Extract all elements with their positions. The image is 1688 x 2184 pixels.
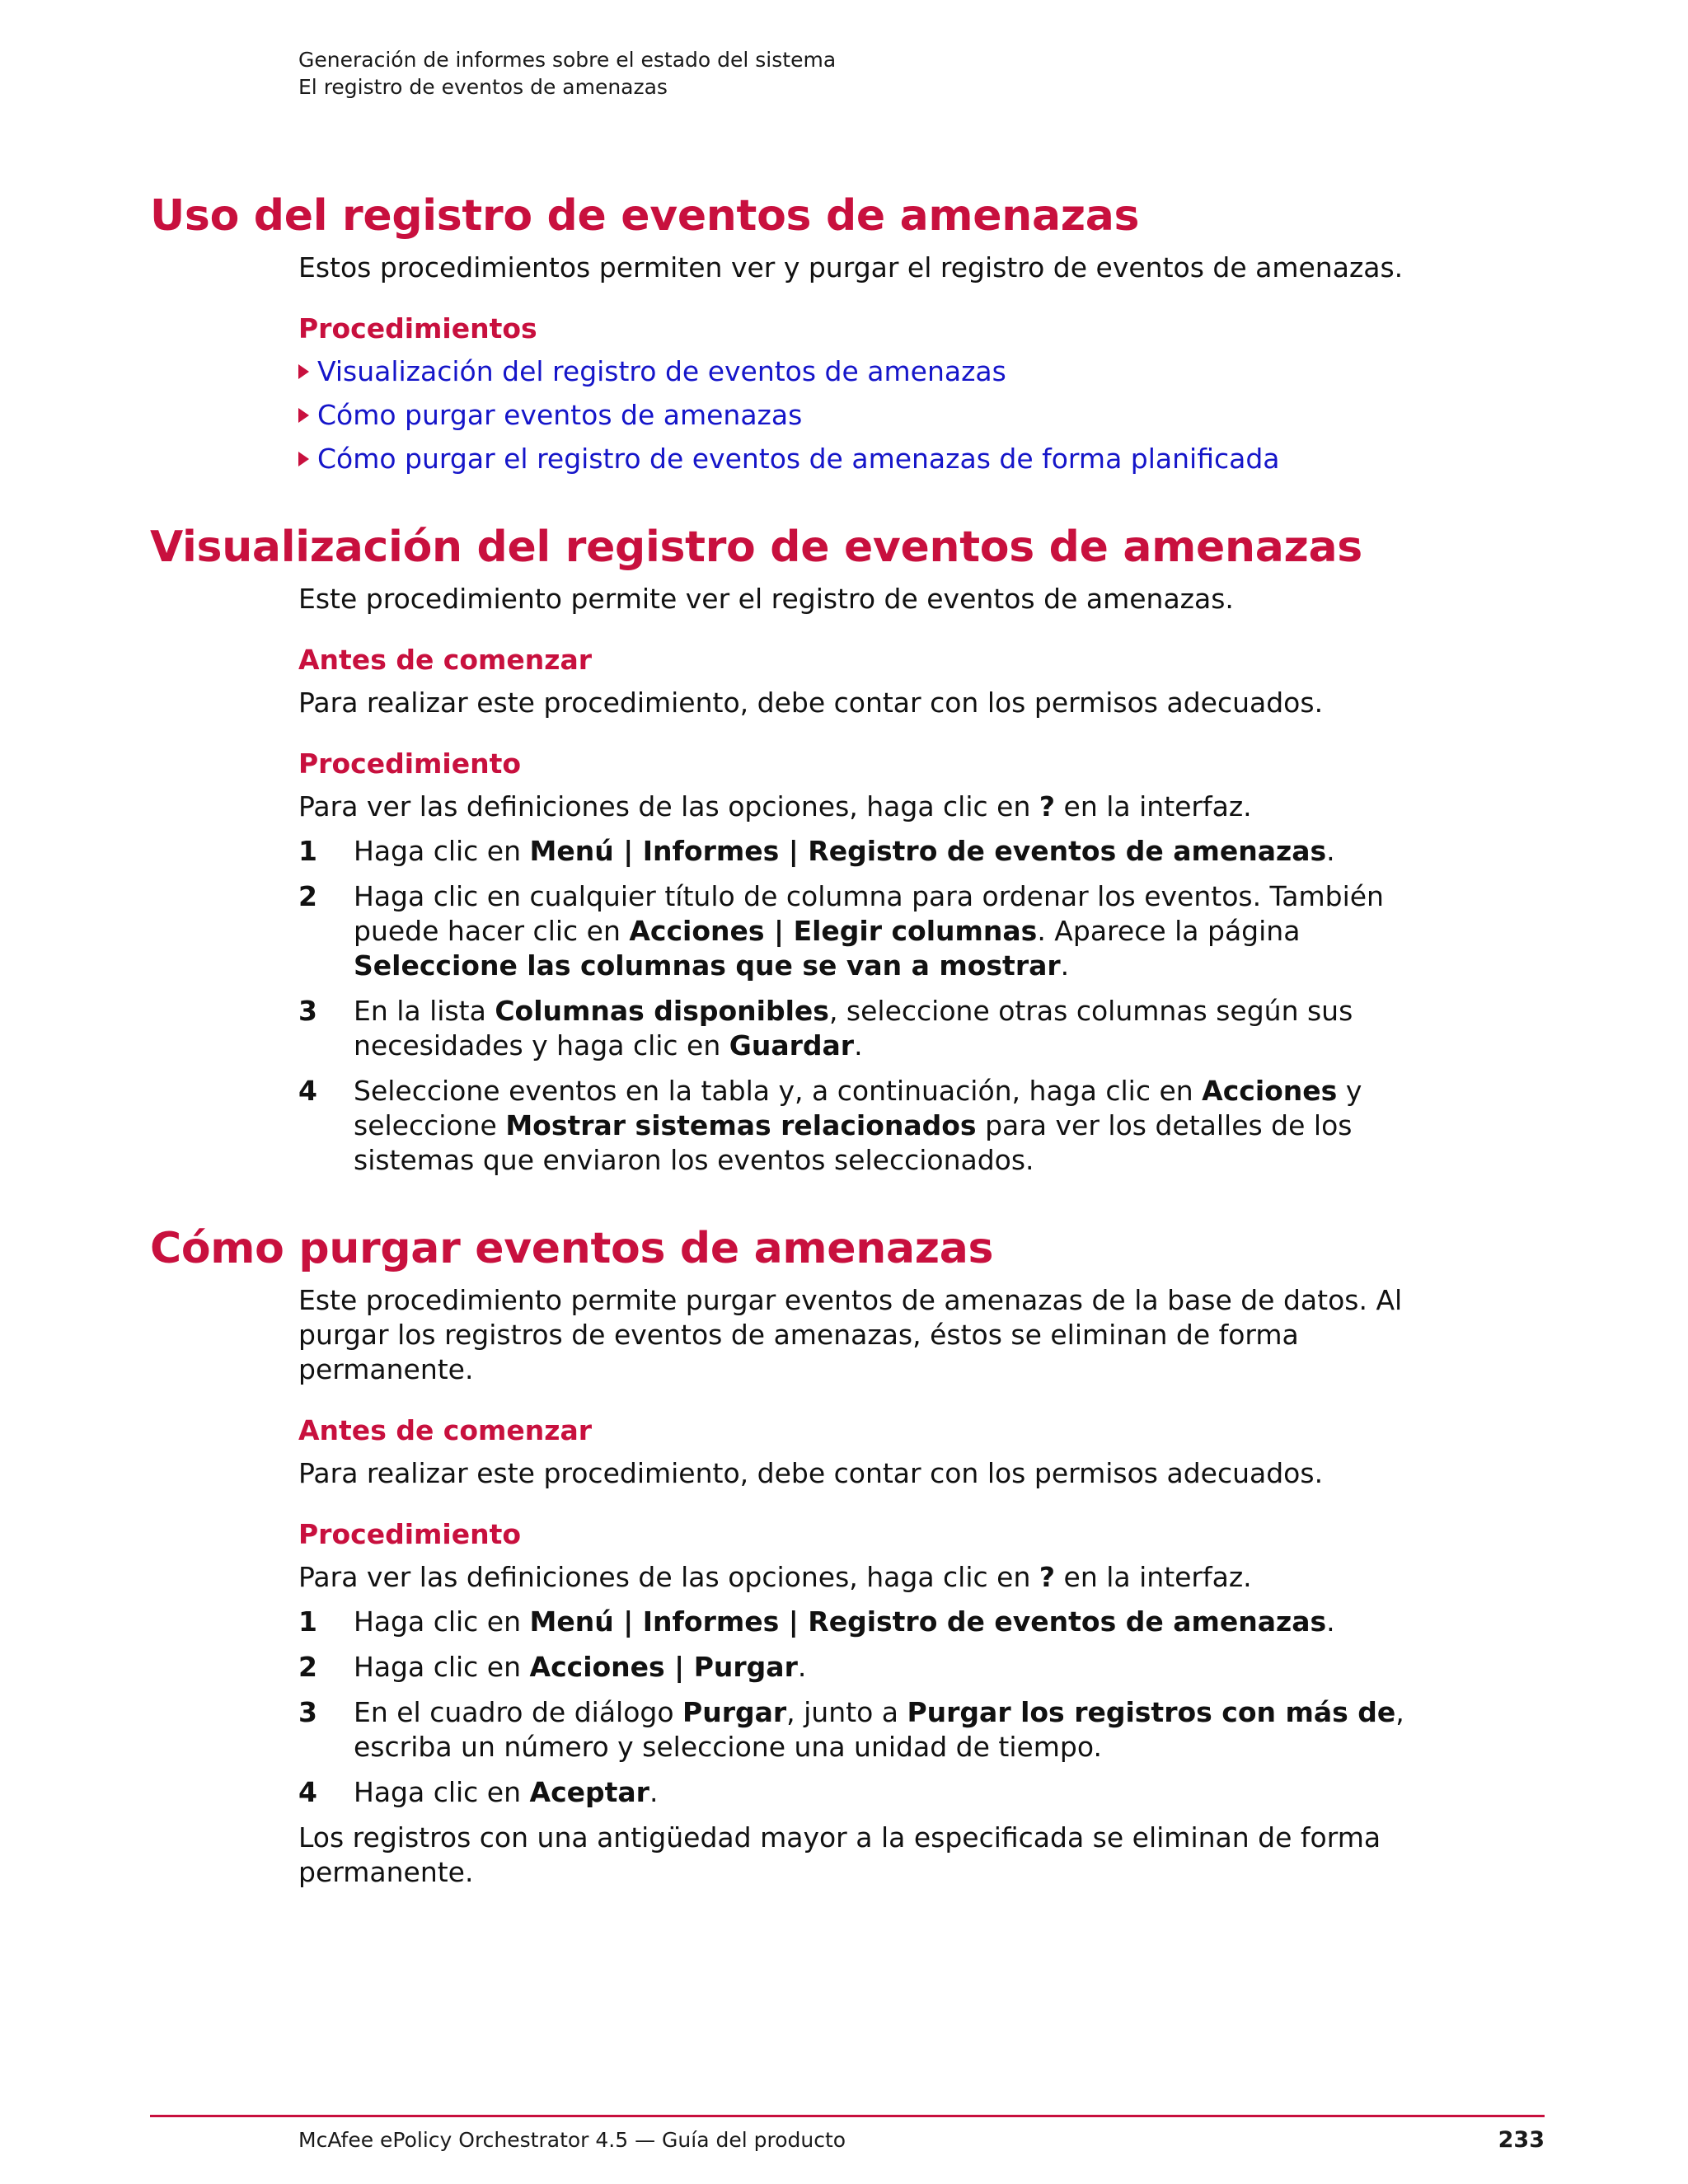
help-symbol: ? bbox=[1039, 790, 1056, 823]
step-text: Haga clic en Menú | Informes | Registro de eventos de amenazas. bbox=[354, 1605, 1335, 1638]
link-visualizacion[interactable] bbox=[298, 354, 1444, 389]
link-purgar-planificada[interactable] bbox=[298, 442, 1444, 476]
section-body bbox=[298, 582, 1444, 1178]
section-title: Uso del registro de eventos de amenazas bbox=[150, 191, 1140, 241]
header-section: El registro de eventos de amenazas bbox=[298, 75, 668, 99]
before-text: Para realizar este procedimiento, debe contar con los permisos adecuados. bbox=[298, 687, 1324, 719]
step-item bbox=[298, 1695, 1444, 1765]
section-title: Visualización del registro de eventos de amenazas bbox=[150, 523, 1362, 572]
step-number: 3 bbox=[298, 1696, 317, 1728]
running-header bbox=[298, 46, 836, 101]
link-text[interactable]: Cómo purgar el registro de eventos de amenazas de forma planificada bbox=[317, 443, 1280, 475]
section-lead: Estos procedimientos permiten ver y purgar el registro de eventos de amenazas. bbox=[298, 251, 1404, 284]
before-heading: Antes de comenzar bbox=[298, 644, 593, 676]
intro-text: Para ver las definiciones de las opciones, haga clic en bbox=[298, 790, 1039, 823]
procedures-heading: Procedimientos bbox=[298, 312, 537, 344]
triangle-bullet-icon bbox=[298, 452, 309, 466]
help-symbol: ? bbox=[1039, 1561, 1056, 1593]
link-text[interactable]: Visualización del registro de eventos de amenazas bbox=[317, 355, 1006, 387]
step-text: Haga clic en Menú | Informes | Registro de eventos de amenazas. bbox=[354, 835, 1335, 867]
step-item bbox=[298, 879, 1444, 983]
step-number: 2 bbox=[298, 880, 317, 912]
link-text[interactable]: Cómo purgar eventos de amenazas bbox=[317, 399, 803, 431]
triangle-bullet-icon bbox=[298, 408, 309, 423]
step-item bbox=[298, 1605, 1444, 1639]
link-purgar-eventos[interactable] bbox=[298, 398, 1444, 433]
procedure-heading: Procedimiento bbox=[298, 748, 522, 780]
step-item bbox=[298, 1650, 1444, 1685]
section-lead: Este procedimiento permite purgar eventos de amenazas de la base de datos. Al purgar los registros de eventos de amenazas, éstos se eliminan de forma permanente. bbox=[298, 1284, 1403, 1385]
intro-text: en la interfaz. bbox=[1055, 1561, 1252, 1593]
footer-title: McAfee ePolicy Orchestrator 4.5 — Guía del producto bbox=[298, 2128, 846, 2152]
step-number: 4 bbox=[298, 1075, 317, 1107]
section-purgar-eventos bbox=[150, 1222, 1551, 1890]
procedure-intro bbox=[298, 790, 1444, 824]
section-body bbox=[298, 251, 1444, 476]
step-text: Haga clic en cualquier título de columna para ordenar los eventos. También puede hacer clic en Acciones | Elegir columnas. Aparece la página Seleccione las columnas que se van a mostrar. bbox=[354, 880, 1384, 982]
step-text: Haga clic en Aceptar. bbox=[354, 1776, 659, 1808]
step-text: En la lista Columnas disponibles, seleccione otras columnas según sus necesidades y haga clic en Guardar. bbox=[354, 995, 1353, 1062]
before-heading: Antes de comenzar bbox=[298, 1414, 593, 1446]
before-text: Para realizar este procedimiento, debe contar con los permisos adecuados. bbox=[298, 1457, 1324, 1489]
procedure-intro bbox=[298, 1560, 1444, 1595]
intro-text: Para ver las definiciones de las opciones, haga clic en bbox=[298, 1561, 1039, 1593]
step-number: 1 bbox=[298, 1605, 317, 1638]
footer-rule bbox=[150, 2115, 1545, 2117]
step-item bbox=[298, 834, 1444, 869]
step-number: 3 bbox=[298, 995, 317, 1027]
page-content bbox=[150, 190, 1551, 1934]
step-number: 2 bbox=[298, 1651, 317, 1683]
step-text: Haga clic en Acciones | Purgar. bbox=[354, 1651, 807, 1683]
section-title: Cómo purgar eventos de amenazas bbox=[150, 1224, 994, 1273]
procedure-steps bbox=[298, 1605, 1444, 1810]
step-item bbox=[298, 994, 1444, 1063]
step-item bbox=[298, 1775, 1444, 1810]
procedure-heading: Procedimiento bbox=[298, 1518, 522, 1550]
step-number: 4 bbox=[298, 1776, 317, 1808]
section-visualizacion bbox=[150, 521, 1551, 1178]
procedures-links bbox=[298, 354, 1444, 476]
closing-text: Los registros con una antigüedad mayor a la especificada se eliminan de forma permanente. bbox=[298, 1821, 1381, 1888]
step-text: En el cuadro de diálogo Purgar, junto a Purgar los registros con más de, escriba un número y seleccione una unidad de tiempo. bbox=[354, 1696, 1404, 1763]
step-number: 1 bbox=[298, 835, 317, 867]
section-body bbox=[298, 1283, 1444, 1890]
step-text: Seleccione eventos en la tabla y, a continuación, haga clic en Acciones y seleccione Mostrar sistemas relacionados para ver los detalles de los sistemas que enviaron los eventos seleccionados. bbox=[354, 1075, 1362, 1176]
header-chapter: Generación de informes sobre el estado del sistema bbox=[298, 48, 837, 72]
section-lead: Este procedimiento permite ver el registro de eventos de amenazas. bbox=[298, 583, 1234, 615]
step-item bbox=[298, 1074, 1444, 1178]
intro-text: en la interfaz. bbox=[1055, 790, 1252, 823]
page-number: 233 bbox=[1498, 2127, 1545, 2153]
procedure-steps bbox=[298, 834, 1444, 1178]
triangle-bullet-icon bbox=[298, 364, 309, 379]
section-uso-registro bbox=[150, 190, 1551, 476]
